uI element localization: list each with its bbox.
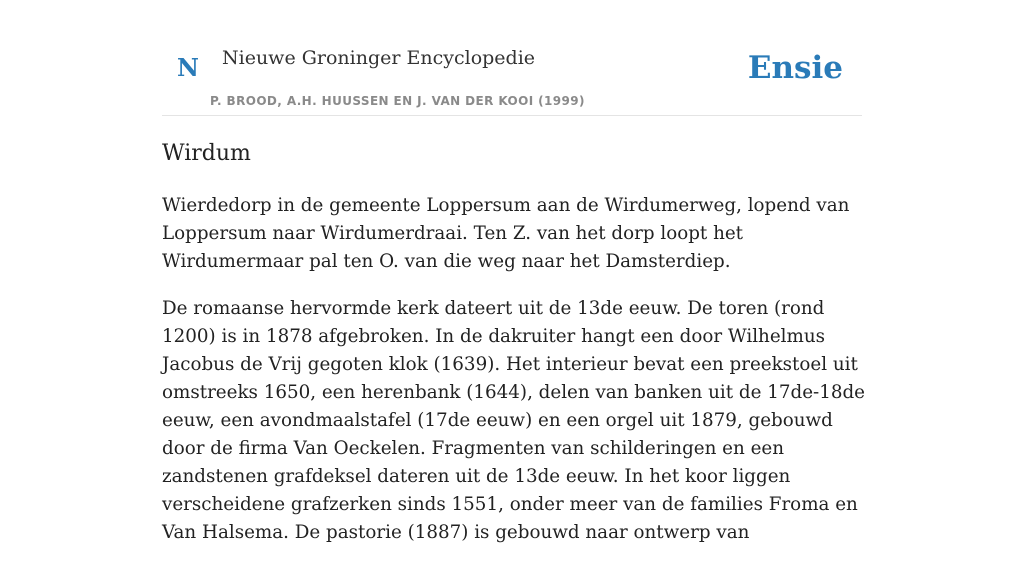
entry-title: Wirdum [162,141,251,166]
ensie-logo[interactable]: Ensie [747,50,843,86]
book-authors: P. BROOD, A.H. HUUSSEN EN J. VAN DER KOOI (1999) [210,94,585,108]
entry-body [162,192,872,566]
book-title[interactable]: Nieuwe Groninger Encyclopedie [222,47,536,69]
paragraph: De romaanse hervormde kerk dateert uit de 13de eeuw. De toren (rond 1200) is in 1878 afgebroken. In de dakruiter hangt een door Wilhelmus Jacobus de Vrij gegoten klok (1639). Het interieur bevat een preekstoel uit omstreeks 1650, een herenbank (1644), delen van banken uit de 17de-18de eeuw, een avondmaalstafel (17de eeuw) en een orgel uit 1879, gebouwd door de firma Van Oeckelen. Fragmenten van schilderingen en een zandstenen grafdeksel dateren uit de 13de eeuw. In het koor liggen verscheidene grafzerken sinds 1551, onder meer van de families Froma en Van Halsema. De pastorie (1887) is gebouwd naar ontwerp van [162,298,865,543]
header [162,36,862,116]
paragraph: Wierdedorp in de gemeente Loppersum aan de Wirdumerweg, lopend van Loppersum naar Wirdumerdraai. Ten Z. van het dorp loopt het Wirdumermaar pal ten O. van die weg naar het Damsterdiep. [162,195,850,272]
book-logo-icon[interactable]: N [177,53,199,82]
